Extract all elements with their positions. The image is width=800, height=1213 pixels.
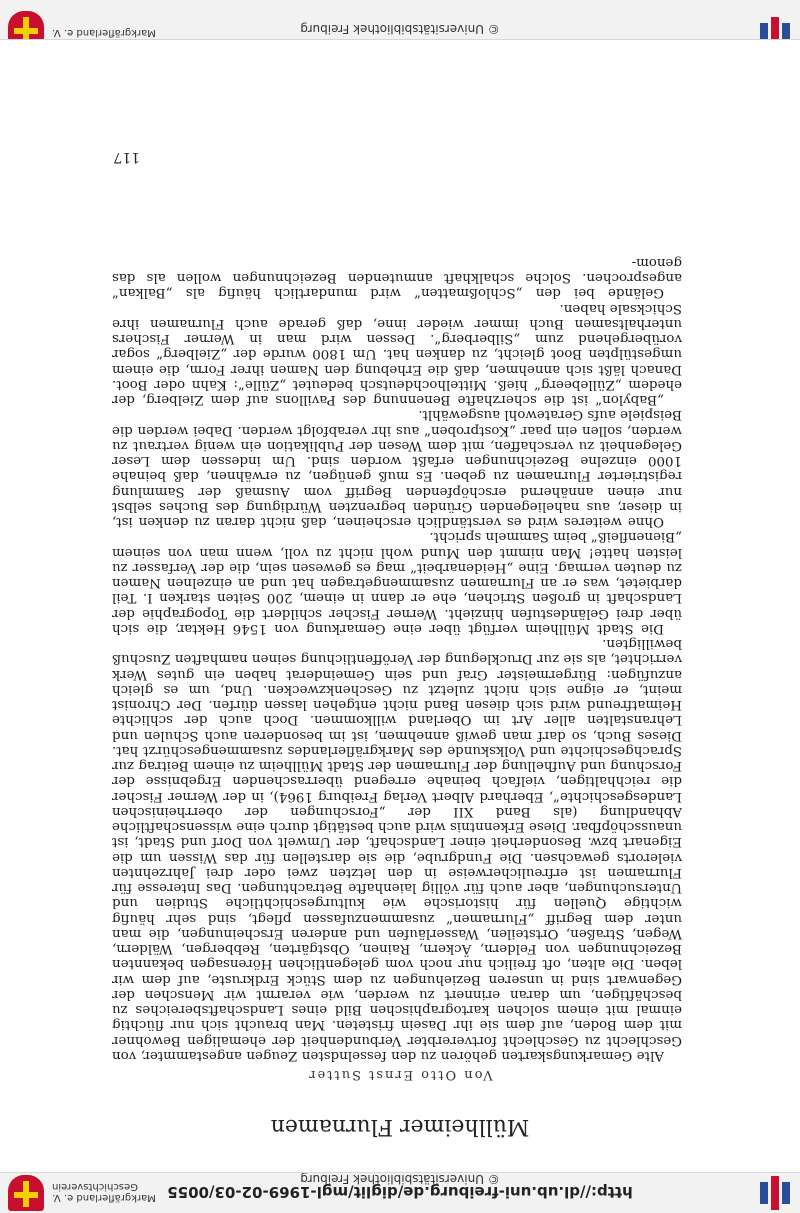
article-author: Von Otto Ernst Sutter	[307, 1067, 493, 1082]
society-name-line2: Geschichtsverein	[52, 1181, 138, 1192]
society-name-line1: Markgräflerland e. V.	[52, 1192, 156, 1203]
paragraph: „Babylon“ ist die scherzhafte Benennung des Pavillons auf dem Zielberg, der ehedem „Züllebeerg“ hieß. Mittelhochdeutsch bedeutet „Zülle“: Kahn oder Boot. Danach läßt sich annehmen, daß die Erhebung den Namen ihrer Form, die einem umgestülpten Boot gleicht, zu danken hat. Um 1800 wurde der „Zielberg“ sogar vorübergehend zum „Silberberg“. Dessen wird man in Werner Fischers unterhaltsamen Buch immer wieder inne, daß gerade auch Flurnamen ihre Schicksale haben.	[112, 300, 682, 408]
source-url-link[interactable]: http://dl.ub.uni-freiburg.de/diglit/mgl-1969-02-03/0055	[167, 1183, 633, 1201]
page-number: 117	[113, 149, 140, 165]
copyright-notice: © Universitätsbibliothek Freiburg	[300, 1172, 500, 1186]
paragraph: Gelände bei den „Schloßmatten“ wird mundartlich häufig als „Balkan“ angesprochen. Solche schalkhaft anmutenden Bezeichnungen wollen als das genom-	[112, 255, 682, 301]
paragraph: Alte Gemarkungskarten gehören zu den fesselndsten Zeugen angestammter, von Geschlecht zu Geschlecht fortvererbter Verbundenheit der ehemaligen Bewohner mit dem Boden, auf dem sie ihr Dasein fristeten. Man braucht sich nur flüchtig einmal mit einem solchen kartographischen Bild eines Landschaftsbereiches zu beschäftigen, um daran erinnert zu werden, wie verarmt wir Menschen der Gegenwart sind in unseren Beziehungen zu dem Stück Erdkruste, auf dem wir leben. Die alten, oft freilich nur noch vom gelegentlichen Hörensagen bekannten Bezeichnungen von Feldern, Äckern, Rainen, Obstgärten, Rebbergen, Wäldern, Wegen, Straßen, Ortsteilen, Wasserläufen und anderen Erscheinungen, die man unter dem Begriff „Flurnamen“ zusammenzufassen pflegt, sind sehr häufig wichtige Quellen für historische wie kulturgeschichtliche Studien und Untersuchungen, aber auch für völlig laienhafte Betrachtungen. Das Interesse für Flurnamen ist erfreulicherweise in den letzten zwei oder drei Jahrzehnten vielerorts gewachsen. Die Fundgrube, die sie darstellen für das Wissen um die Eigenart bzw. Besonderheit einer Landschaft, der Umwelt von Dorf und Stadt, ist unausschöpfbar. Diese Erkenntnis wird auch bestätigt durch eine wissenschaftliche Abhandlung (als Band XII der „Forschungen der oberrheinischen Landesgeschichte“, Eberhard Albert Verlag Freiburg 1964), in der Werner Fischer die reichhaltigen, vielfach beinahe erregend überraschenden Ergebnisse der Forschung und Aufhellung der Flurnamen der Stadt Müllheim zu einem Beitrag zur Sprachgeschichte und Volkskunde des Markgräflerlandes zusammengeschürzt hat. Dieses Buch, so darf man gewiß annehmen, ist im besonderen auch Schulen und Lehranstalten aller Art im Oberland willkommen. Doch auch der schlichte Heimatfreund wird sich diesen Band nicht entgehen lassen dürfen. Der Chronist meint, er eigne sich nicht zuletzt zu Geschenkzwecken. Und, um es gleich anzufügen: Bürgermeister Graf und sein Gemeinderat haben ein gutes Werk verrichtet, als sie zur Drucklegung der Veröffentlichung seinen namhaften Zuschuß bewilligten.	[112, 636, 682, 1063]
article-title: Müllheimer Flurnamen	[270, 1114, 530, 1139]
footer-banner	[0, 0, 800, 40]
society-crest-icon	[8, 11, 44, 40]
society-name: Markgräflerland e. V.	[52, 27, 156, 38]
article-body	[112, 255, 682, 1063]
society-name	[52, 1181, 156, 1203]
paragraph: Ohne weiteres wird es verständlich erscheinen, daß nicht daran zu denken ist, in dieser, aus naheliegenden Gründen begrenzten Würdigung des Buches selbst nur einen annähernd erschöpfenden Begriff vom Ausmaß der Sammlung registrierter Flurnamen zu geben. Es muß genügen, zu erwähnen, daß beinahe 1000 einzelne Bezeichnungen erfaßt worden sind. Um indessen dem Leser Gelegenheit zu verschaffen, mit dem Wesen der Publikation ein wenig vertraut zu werden, sollen ein paar „Kostproben“ aus ihr verabfolgt werden. Dabei werden die Beispiele aufs Geratewohl ausgewählt.	[112, 407, 682, 530]
paragraph: Die Stadt Müllheim verfügt über eine Gemarkung von 1546 Hektar, die sich über drei Geländestufen hinzieht. Werner Fischer schildert die Topographie der Landschaft in großen Strichen, ehe er dann in einem, 200 Seiten starken I. Teil darbietet, was er an Flurnamen zusammengetragen hat und an einzelnen Namen zu deuten vermag. Eine „Heidenarbeit“ mag es gewesen sein, die der Verfasser zu leisten hatte! Man nimmt den Mund wohl nicht zu voll, wenn man von seinem „Bienenfleiß“ beim Sammeln spricht.	[112, 529, 682, 636]
copyright-notice: © Universitätsbibliothek Freiburg	[300, 22, 500, 36]
society-crest-icon	[8, 1175, 44, 1211]
header-banner	[0, 1172, 800, 1213]
